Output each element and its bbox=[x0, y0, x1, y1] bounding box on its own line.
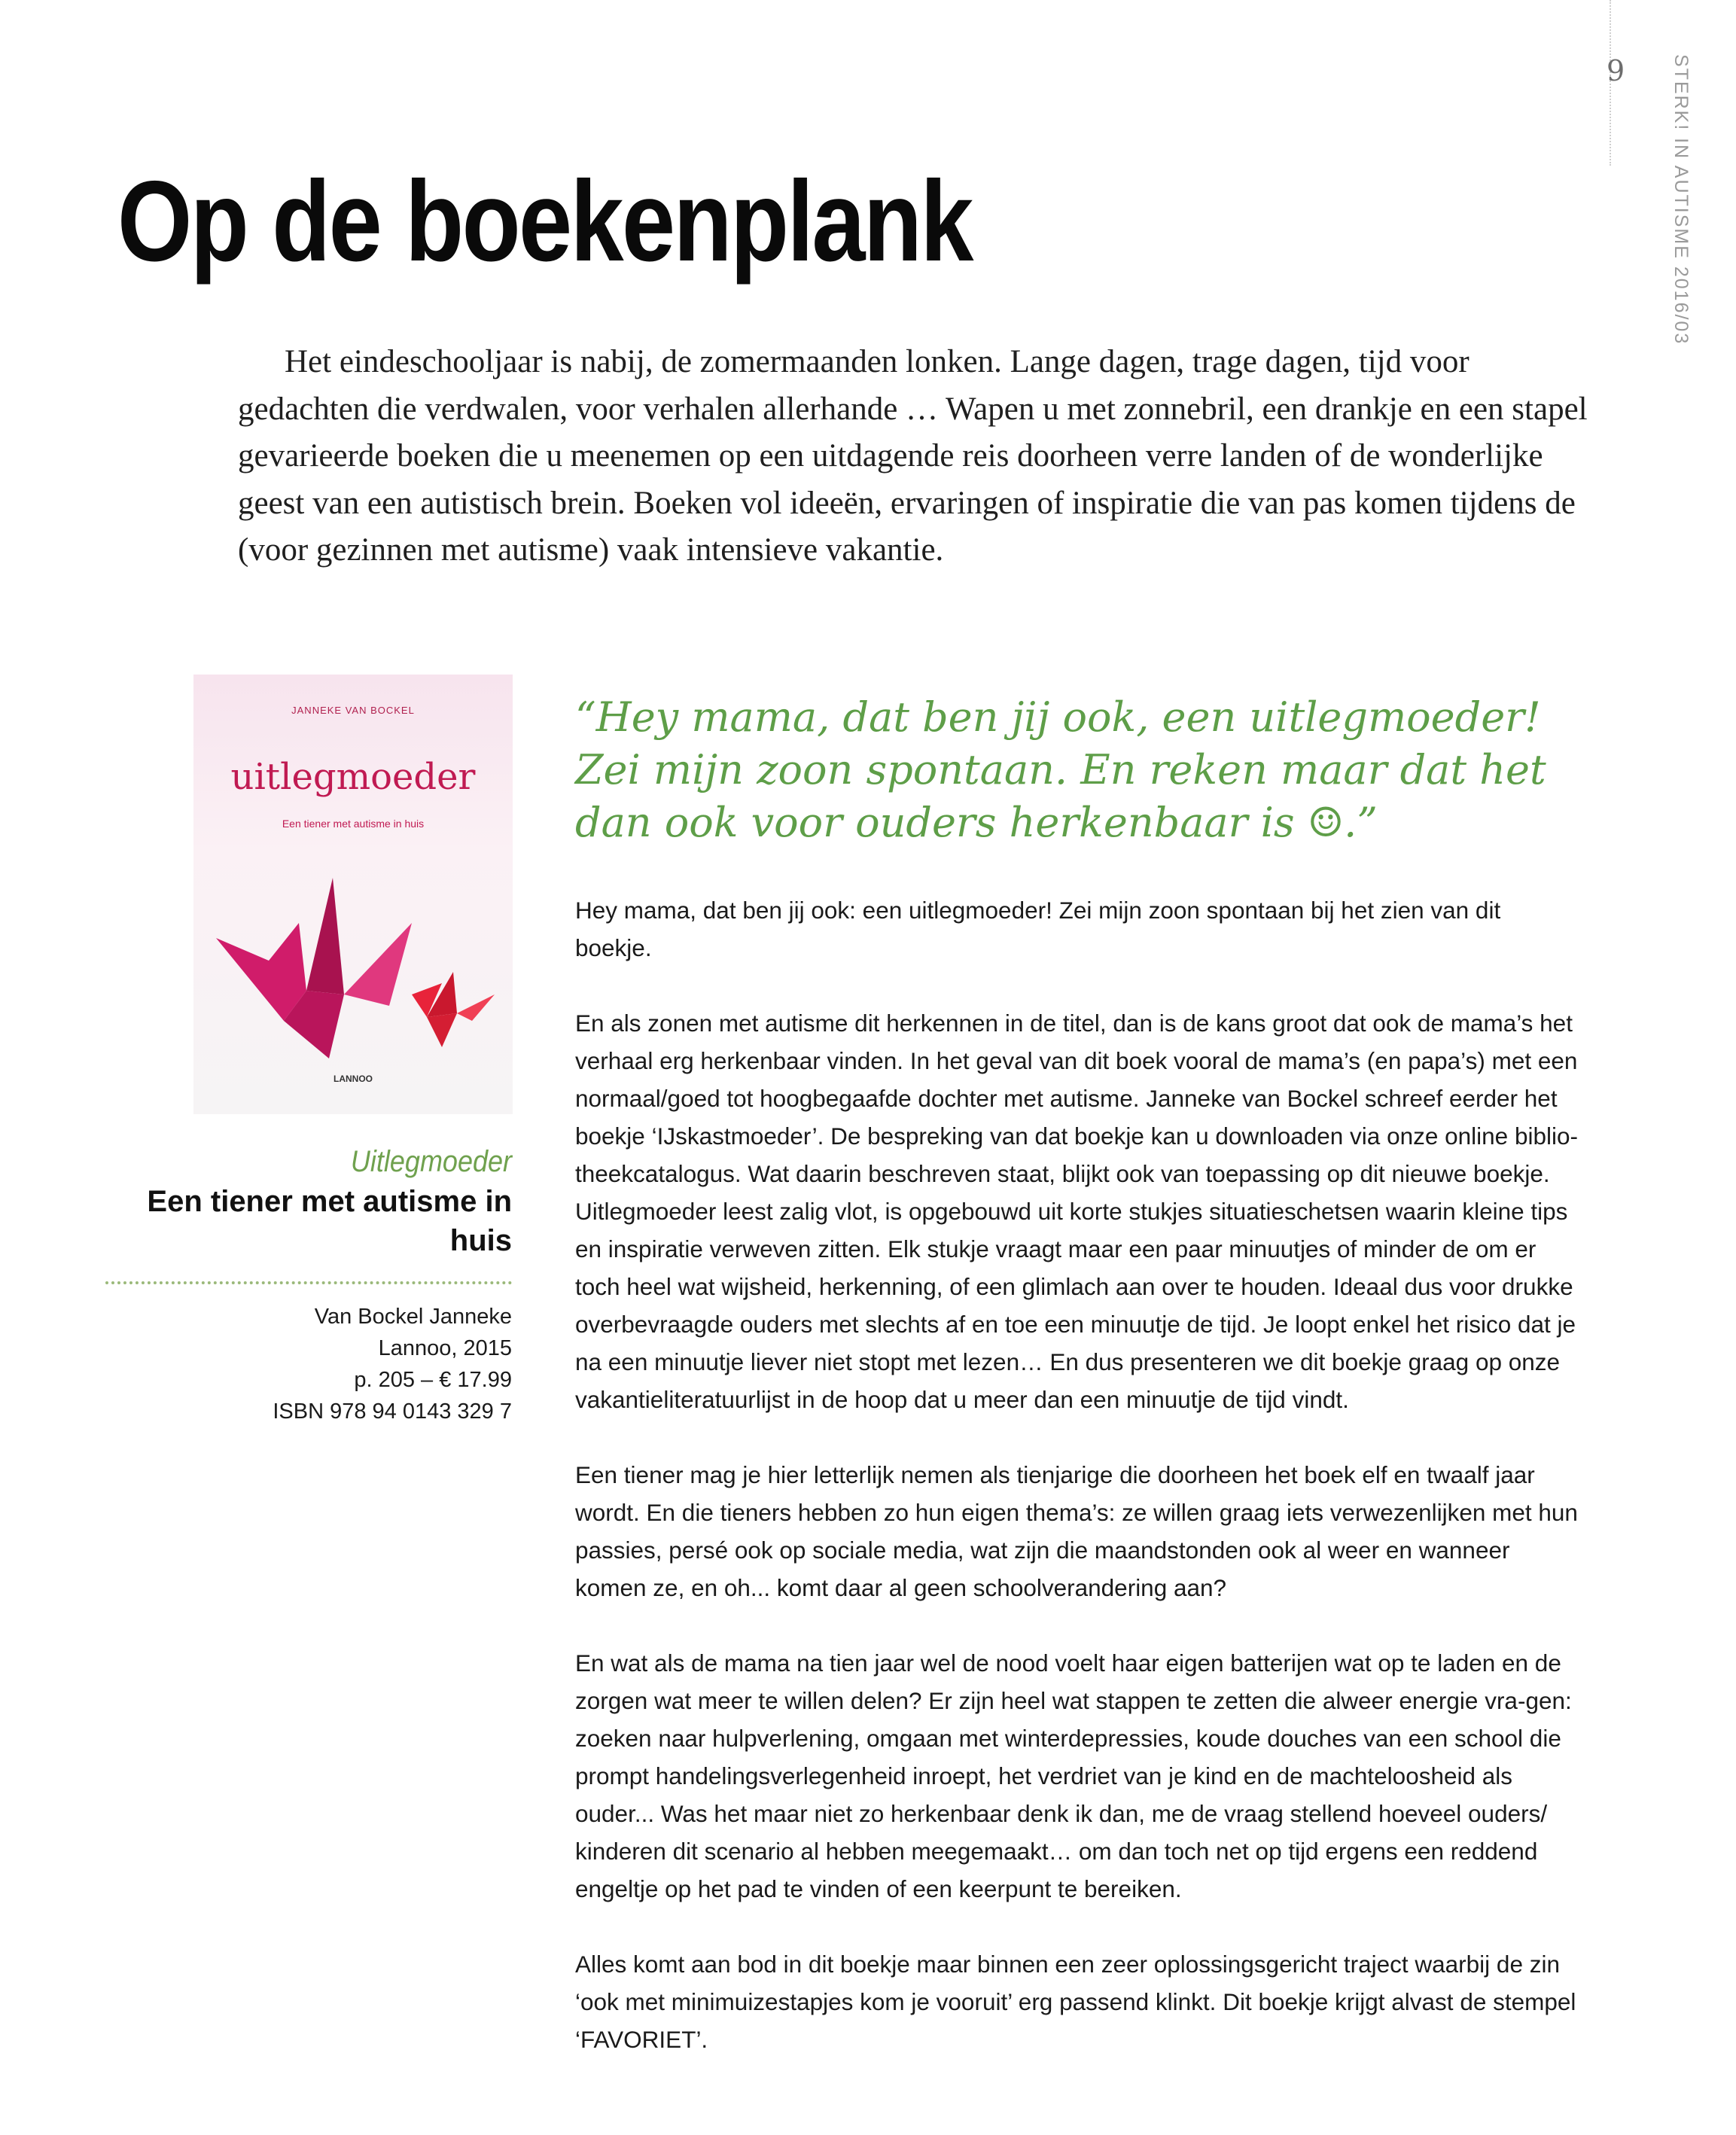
book-cover-image bbox=[193, 675, 513, 1114]
body-paragraph: Hey mama, dat ben jij ook: een uitlegmoeder! Zei mijn zoon spontaan bij het zien van dit boekje. bbox=[575, 897, 1501, 961]
book-author: Van Bockel Janneke bbox=[314, 1305, 512, 1329]
origami-cranes-illustration bbox=[193, 833, 513, 1066]
intro-paragraph: Het eindeschooljaar is nabij, de zomermaanden lonken. Lange dagen, trage dagen, tijd voor gedachten die verdwalen, voor verhalen allerhande … Wapen u met zonnebril, een drankje en een stapel gevarieerde boeken die u meenemen op een uitdagende reis doorheen verre landen of de wonderlijke geest van een autistisch brein. Boeken vol ideeën, ervaringen of inspiratie die van pas komen tijdens de (voor gezinnen met autisme) vaak intensieve vakantie. bbox=[238, 344, 1588, 568]
small-crane-shape bbox=[412, 972, 495, 1047]
book-isbn: ISBN 978 94 0143 329 7 bbox=[273, 1399, 512, 1424]
large-crane-shape bbox=[216, 878, 412, 1058]
book-subtitle: Een tiener met autisme in huis bbox=[147, 1185, 512, 1257]
body-paragraph: Een tiener mag je hier letterlijk nemen als tienjarige die doorheen het boek elf en twaalf jaar wordt. En die tieners hebben zo hun eigen thema’s: ze willen graag iets verwezenlijken met hun passies, persé ook op sociale media, wat zijn die maandstonden ook al weer en wanneer komen ze, en oh... komt daar al geen schoolverandering aan? bbox=[575, 1461, 1578, 1601]
cover-author: JANNEKE VAN BOCKEL bbox=[291, 705, 415, 716]
book-pages-price: p. 205 – € 17.99 bbox=[354, 1368, 512, 1392]
running-head: STERK! IN AUTISME 2016/03 bbox=[1671, 54, 1692, 346]
body-paragraph: Alles komt aan bod in dit boekje maar binnen een zeer oplossingsgericht traject waarbij de zin ‘ook met minimuizestapjes kom je vooruit’ erg passend klinkt. Dit boekje krijgt alvast de stempel ‘FAVORIET’. bbox=[575, 1951, 1576, 2053]
cover-publisher: LANNOO bbox=[333, 1074, 373, 1084]
page-number: 9 bbox=[1607, 54, 1625, 87]
page-title: Op de boekenplank bbox=[117, 157, 972, 285]
cover-subtitle: Een tiener met autisme in huis bbox=[282, 818, 425, 830]
dotted-divider bbox=[105, 1281, 512, 1284]
body-paragraph: En als zonen met autisme dit herkennen in de titel, dan is de kans groot dat ook de mama’s het verhaal erg herkenbaar vinden. In het geval van dit boek vooral de mama’s (en papa’s) met een normaal/goed tot hoogbegaafde dochter met autisme. Janneke van Bockel schreef eerder het boekje ‘IJskastmoeder’. De bespreking van dat boekje kan u downloaden via onze online biblio-theekcatalogus. Wat daarin beschreven staat, blijkt ook van toepassing op dit nieuwe boekje. Uitlegmoeder leest zalig vlot, is opgebouwd uit korte stukjes situatieschetsen waarin kleine tips en inspiratie verweven zitten. Elk stukje vraagt maar een paar minuutjes of minder de om er toch heel wat wijsheid, herkenning, of een glimlach aan over te houden. Ideaal dus voor drukke overbevraagde ouders met slechts af en toe een minuutje de tijd. Je loopt enkel het risico dat je na een minuutje liever niet stopt met lezen… En dus presenteren we dit boekje graag op onze vakantieliteratuurlijst in de hoop dat u meer dan een minuutje de tijd vindt. bbox=[575, 1010, 1578, 1413]
body-paragraph: En wat als de mama na tien jaar wel de nood voelt haar eigen batterijen wat op te laden en de zorgen wat meer te willen delen? Er zijn heel wat stappen te zetten die alweer energie vra-gen: zoeken naar hulpverlening, omgaan met winterdepressies, koude douches van een school die prompt handelingsverlegenheid inroept, het verdriet van je kind en de machteloosheid als ouder... Was het maar niet zo herkenbaar denk ik dan, me de vraag stellend hoeveel ouders/ kinderen dit scenario al hebben meegemaakt… om dan toch net op tijd ergens een reddend engeltje op het pad te vinden of een keerpunt te bereiken. bbox=[575, 1649, 1572, 1902]
book-info-panel bbox=[136, 1141, 512, 1427]
cover-title: uitlegmoeder bbox=[230, 756, 476, 798]
article-body bbox=[575, 891, 1580, 2096]
pull-quote: “Hey mama, dat ben jij ook, een uitlegmoeder! Zei mijn zoon spontaan. En reken maar dat het dan ook voor ouders herkenbaar is ☺.” bbox=[575, 693, 1546, 846]
book-publisher-year: Lannoo, 2015 bbox=[378, 1336, 512, 1360]
book-title: Uitlegmoeder bbox=[350, 1145, 512, 1178]
